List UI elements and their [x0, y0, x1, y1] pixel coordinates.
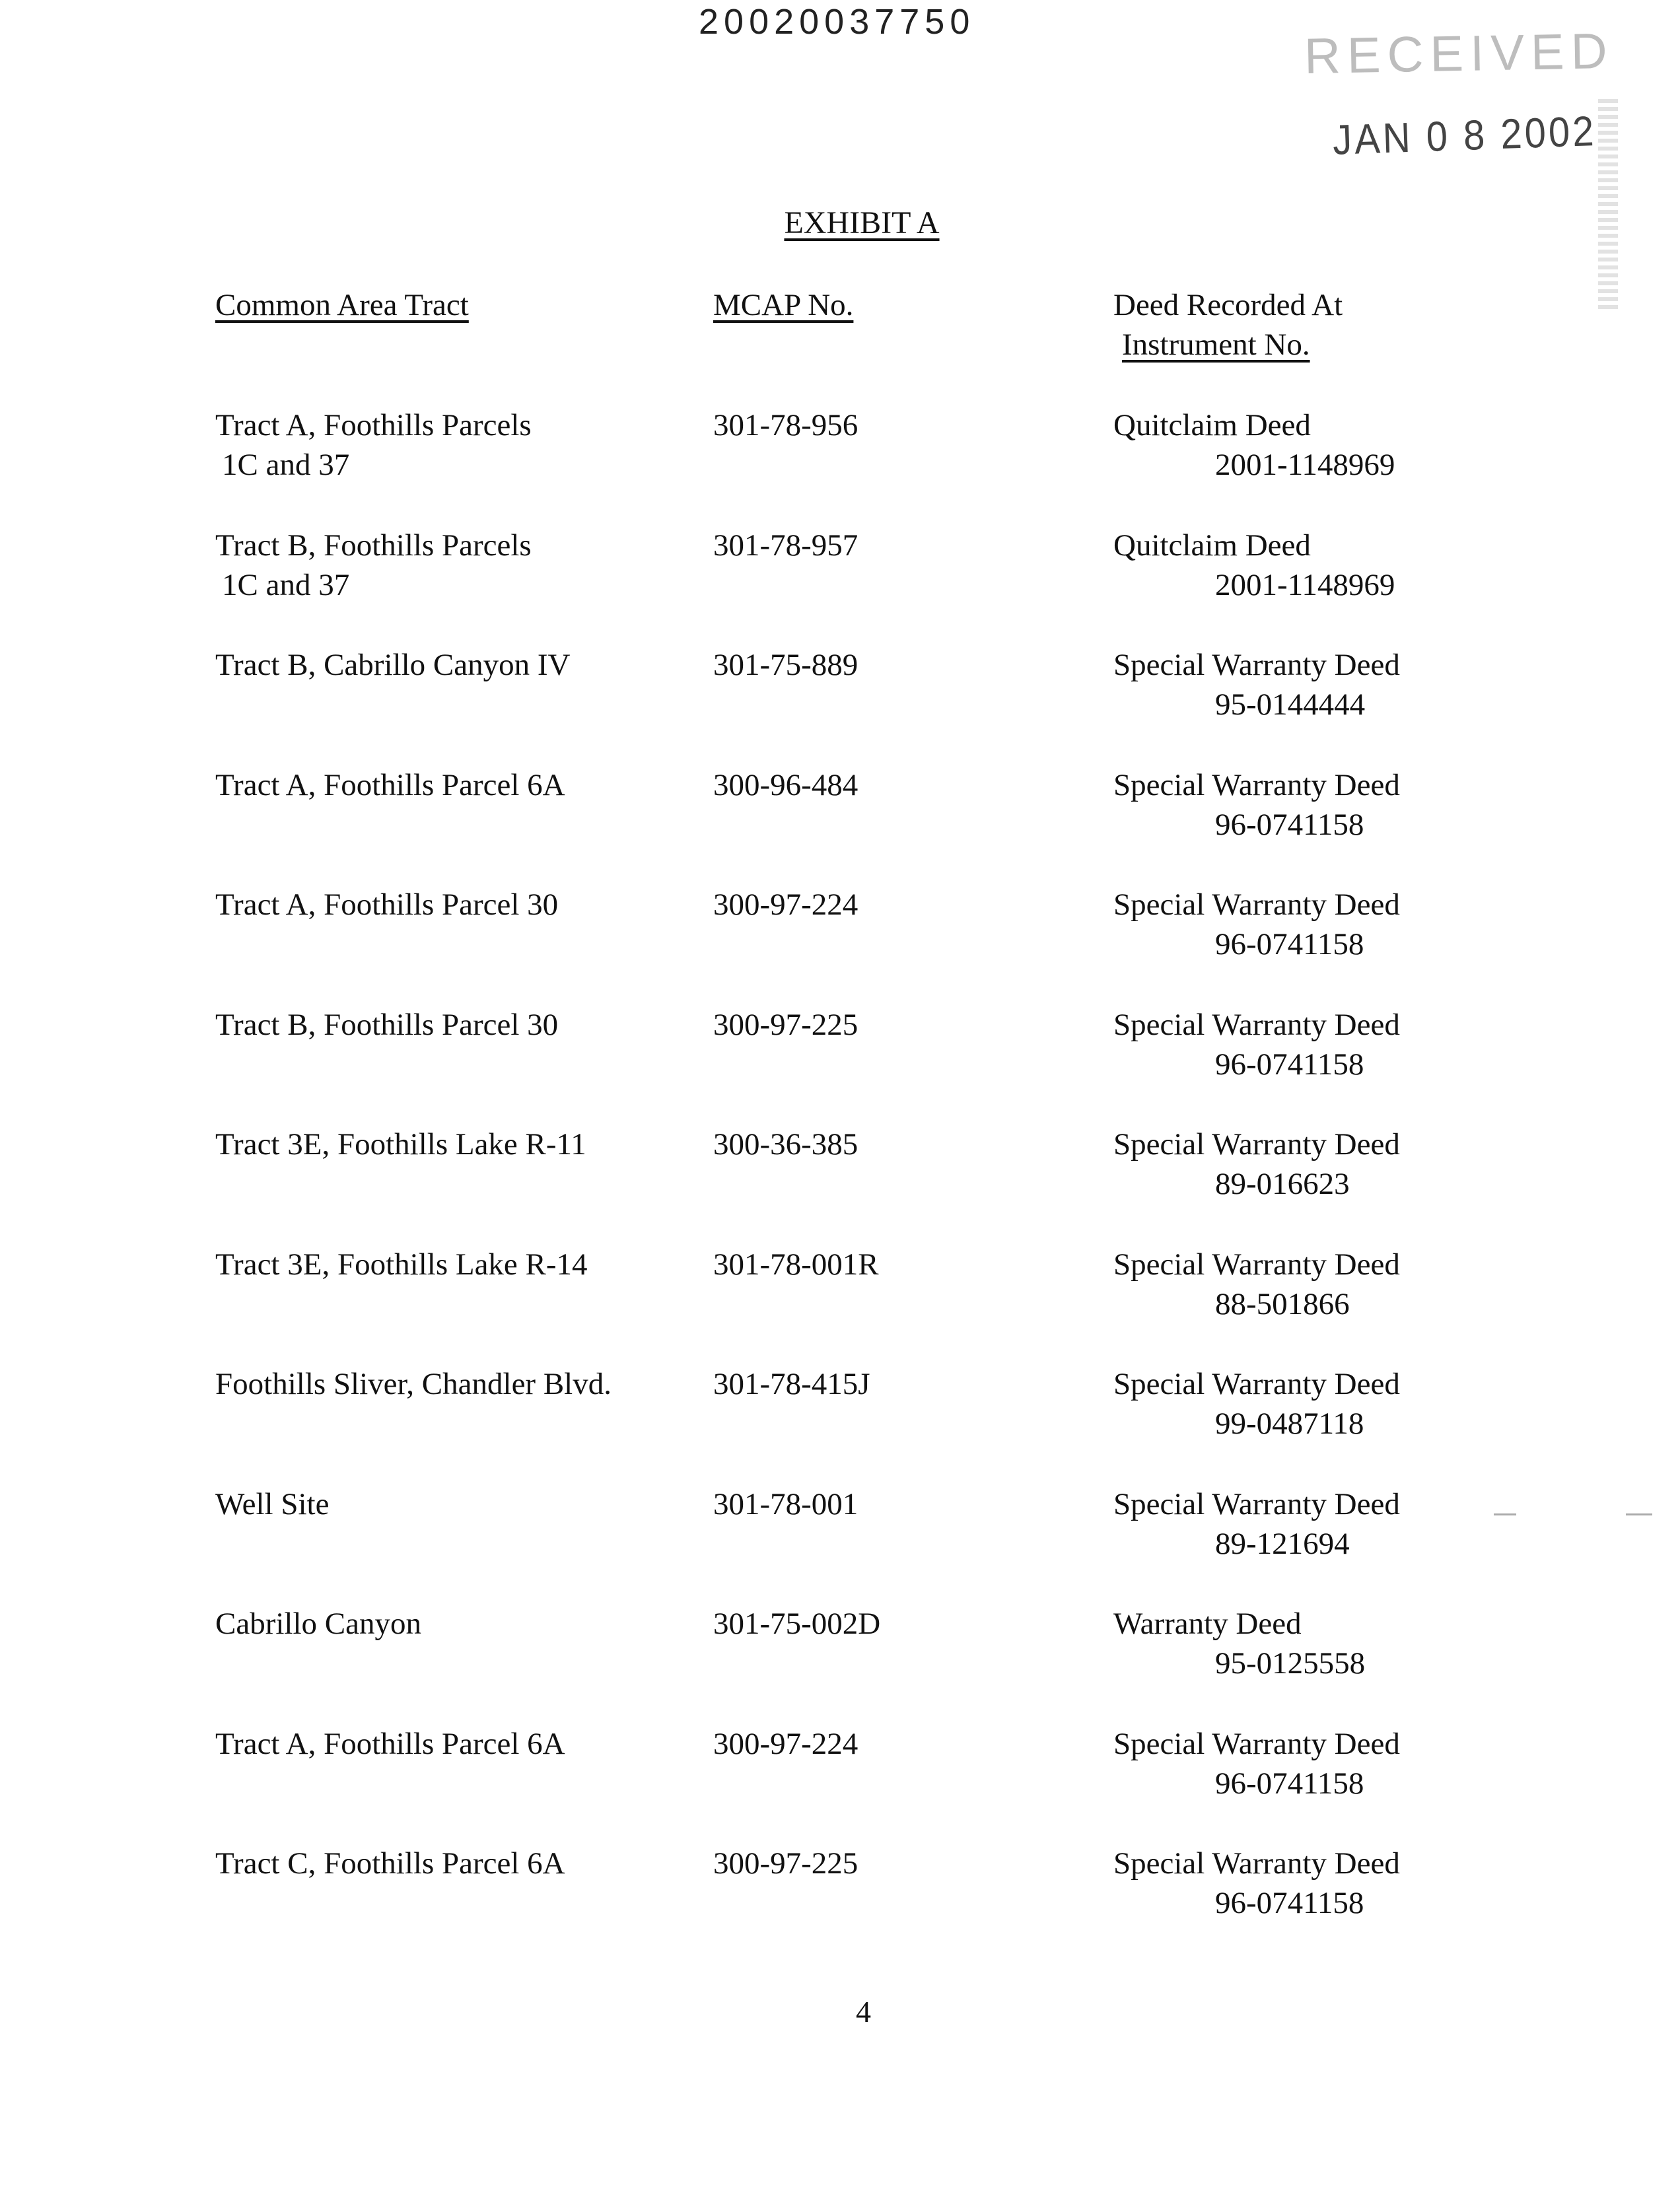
deed-cell: [1113, 1724, 1400, 1803]
tract-name-line: 1C and 37: [222, 568, 350, 602]
instrument-number: 95-0144444: [1215, 687, 1366, 722]
tract-cell: [215, 1604, 421, 1644]
tract-name-line: Tract A, Foothills Parcels: [215, 408, 532, 442]
deed-type: Quitclaim Deed: [1113, 528, 1311, 563]
instrument-number: 99-0487118: [1215, 1406, 1364, 1441]
received-date-stamp: JAN 0 8 2002: [1331, 107, 1597, 164]
tract-cell: [215, 1125, 586, 1164]
mcap-cell: 301-78-001: [713, 1487, 858, 1521]
tract-name-line: Tract A, Foothills Parcel 6A: [215, 768, 565, 802]
tract-name-line: Tract 3E, Foothills Lake R-14: [215, 1247, 588, 1282]
tract-name-line: Well Site: [215, 1487, 330, 1521]
tract-name-line: Tract A, Foothills Parcel 30: [215, 887, 559, 922]
header-common-area-tract: Common Area Tract: [215, 288, 469, 322]
mcap-cell: 300-97-224: [713, 887, 858, 922]
header-instrument-no: Instrument No.: [1122, 328, 1310, 362]
deed-cell: [1113, 1245, 1400, 1324]
deed-cell: [1113, 1005, 1400, 1084]
deed-cell: [1113, 1604, 1365, 1683]
mcap-cell: 300-97-225: [713, 1846, 858, 1881]
tract-cell: [215, 405, 532, 485]
deed-type: Special Warranty Deed: [1113, 648, 1400, 682]
tract-name-line: Tract A, Foothills Parcel 6A: [215, 1727, 565, 1761]
instrument-number: 96-0741158: [1215, 808, 1364, 842]
instrument-number: 96-0741158: [1215, 1766, 1364, 1801]
tract-name-line: Cabrillo Canyon: [215, 1607, 421, 1641]
mcap-cell: 300-97-225: [713, 1008, 858, 1042]
deed-cell: [1113, 526, 1395, 605]
deed-cell: [1113, 1484, 1400, 1564]
deed-type: Special Warranty Deed: [1113, 1727, 1400, 1761]
instrument-number: 96-0741158: [1215, 927, 1364, 961]
margin-dash-mark: [1494, 1513, 1516, 1515]
mcap-cell: 301-75-002D: [713, 1607, 881, 1641]
instrument-number: 2001-1148969: [1215, 568, 1395, 602]
mcap-cell: 300-96-484: [713, 768, 858, 802]
header-deed-recorded-line1: Deed Recorded At: [1113, 288, 1343, 322]
deed-cell: [1113, 1844, 1400, 1923]
mcap-cell: 301-78-956: [713, 408, 858, 442]
instrument-number: 96-0741158: [1215, 1047, 1364, 1082]
deed-cell: [1113, 885, 1400, 964]
deed-type: Special Warranty Deed: [1113, 1487, 1400, 1521]
mcap-cell: 300-97-224: [713, 1727, 858, 1761]
deed-type: Quitclaim Deed: [1113, 408, 1311, 442]
instrument-number: 2001-1148969: [1215, 448, 1395, 482]
deed-cell: [1113, 765, 1400, 845]
deed-type: Special Warranty Deed: [1113, 887, 1400, 922]
deed-cell: [1113, 645, 1400, 724]
tract-cell: [215, 1724, 565, 1764]
header-deed-recorded: [1113, 285, 1343, 364]
tract-cell: [215, 1005, 558, 1045]
tract-cell: [215, 885, 558, 924]
tract-name-line: Tract 3E, Foothills Lake R-11: [215, 1127, 586, 1162]
tract-name-line: Tract B, Cabrillo Canyon IV: [215, 648, 571, 682]
instrument-number: 96-0741158: [1215, 1886, 1364, 1920]
deed-type: Special Warranty Deed: [1113, 1008, 1400, 1042]
deed-cell: [1113, 1364, 1400, 1443]
tract-cell: [215, 645, 570, 685]
margin-dash-mark: [1626, 1513, 1652, 1515]
header-mcap-no: MCAP No.: [713, 288, 854, 322]
tract-cell: [215, 765, 565, 805]
document-number: 20020037750: [699, 2, 975, 42]
tract-name-line: Foothills Sliver, Chandler Blvd.: [215, 1367, 612, 1401]
tract-cell: [215, 1245, 588, 1284]
deed-type: Special Warranty Deed: [1113, 1846, 1400, 1881]
instrument-number: 88-501866: [1215, 1287, 1350, 1321]
tract-cell: [215, 1484, 329, 1524]
deed-type: Special Warranty Deed: [1113, 768, 1400, 802]
tract-name-line: Tract B, Foothills Parcels: [215, 528, 532, 563]
deed-type: Special Warranty Deed: [1113, 1127, 1400, 1162]
deed-type: Special Warranty Deed: [1113, 1247, 1400, 1282]
tract-name-line: Tract B, Foothills Parcel 30: [215, 1008, 559, 1042]
mcap-cell: 301-78-415J: [713, 1367, 870, 1401]
mcap-cell: 301-78-957: [713, 528, 858, 563]
instrument-number: 89-016623: [1215, 1167, 1350, 1201]
instrument-number: 95-0125558: [1215, 1646, 1366, 1681]
tract-cell: [215, 526, 532, 605]
deed-type: Warranty Deed: [1113, 1607, 1302, 1641]
page-number: 4: [856, 1995, 871, 2029]
tract-name-line: Tract C, Foothills Parcel 6A: [215, 1846, 565, 1881]
tract-name-line: 1C and 37: [222, 448, 350, 482]
deed-type: Special Warranty Deed: [1113, 1367, 1400, 1401]
deed-cell: [1113, 405, 1395, 485]
instrument-number: 89-121694: [1215, 1527, 1350, 1561]
mcap-cell: 301-78-001R: [713, 1247, 879, 1282]
received-stamp: RECEIVED: [1304, 22, 1615, 85]
mcap-cell: 301-75-889: [713, 648, 858, 682]
tract-cell: [215, 1364, 612, 1404]
deed-cell: [1113, 1125, 1400, 1204]
mcap-cell: 300-36-385: [713, 1127, 858, 1162]
exhibit-title: EXHIBIT A: [784, 205, 940, 240]
tract-cell: [215, 1844, 565, 1883]
